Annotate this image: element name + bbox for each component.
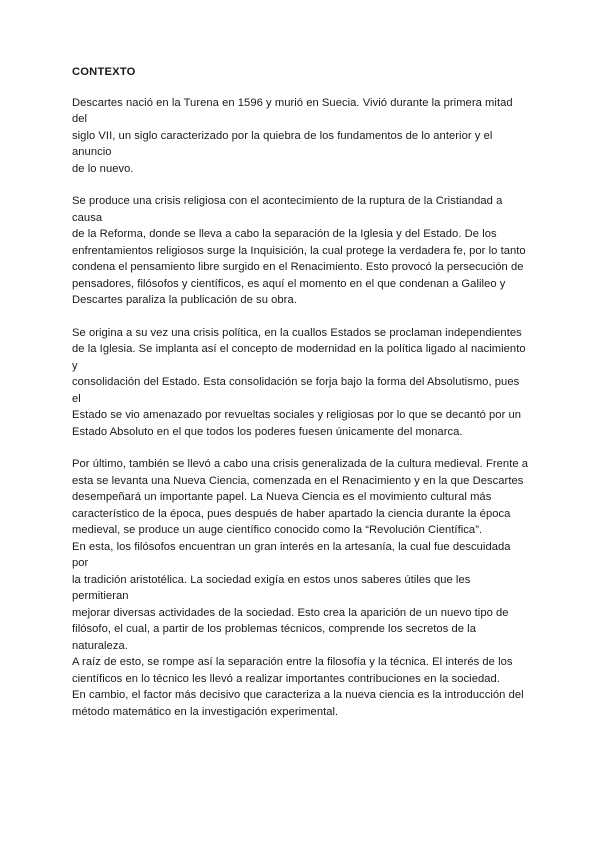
text-line: pensadores, filósofos y científicos, es aquí el momento en el que condenan a Galileo y — [72, 277, 506, 290]
text-line: enfrentamientos religiosos surge la Inquisición, la cual protege la verdadera fe, por lo tanto — [72, 244, 526, 257]
document-page — [72, 64, 530, 736]
text-line: Estado se vio amenazado por revueltas sociales y religiosas por lo que se decantó por un — [72, 409, 522, 421]
text-line: En cambio, el factor más decisivo que caracteriza a la nueva ciencia es la introducción del — [72, 689, 524, 701]
paragraph-4 — [72, 456, 530, 720]
text-line: Descartes nació en la Turena en 1596 y murió en Suecia. Vivió durante la primera mitad del — [72, 96, 513, 125]
text-line: Por último, también se llevó a cabo una crisis generalizada de la cultura medieval. Frente a — [72, 458, 529, 470]
text-line: mejorar diversas actividades de la sociedad. Esto crea la aparición de un nuevo tipo de — [72, 606, 509, 619]
text-line: esta se levanta una Nueva Ciencia, comenzada en el Renacimiento y en la que Descartes — [72, 474, 524, 487]
text-line: A raíz de esto, se rompe así la separación entre la filosofía y la técnica. El interés de los — [72, 656, 513, 668]
text-line: condena el pensamiento libre surgido en el Renacimiento. Esto provocó la persecución de — [72, 261, 524, 273]
text-line: desempeñará un importante papel. La Nueva Ciencia es el movimiento cultural más — [72, 491, 492, 503]
text-line: Estado Absoluto en el que todos los poderes fuesen únicamente del monarca. — [72, 425, 463, 438]
text-line: siglo VII, un siglo caracterizado por la quiebra de los fundamentos de lo anterior y el anuncio — [72, 129, 493, 158]
text-line: medieval, se produce un auge científico conocido como la “Revolución Científica”. — [72, 524, 483, 536]
text-line: consolidación del Estado. Esta consolidación se forja bajo la forma del Absolutismo, pues el — [72, 376, 520, 405]
text-line: científicos en lo técnico les llevó a realizar importantes contribuciones en la sociedad. — [72, 672, 500, 685]
paragraph-1 — [72, 95, 530, 178]
text-line: método matemático en la investigación experimental. — [72, 705, 339, 718]
paragraph-3 — [72, 325, 530, 441]
text-line: de la Iglesia. Se implanta así el concepto de modernidad en la política ligado al nacimiento y — [72, 343, 526, 372]
text-line: la tradición aristotélica. La sociedad exigía en estos unos saberes útiles que les permitieran — [72, 573, 471, 602]
text-line: de la Reforma, donde se lleva a cabo la separación de la Iglesia y del Estado. De los — [72, 228, 497, 240]
text-line: Descartes paraliza la publicación de su obra. — [72, 294, 297, 306]
text-line: de lo nuevo. — [72, 162, 134, 175]
text-line: Se origina a su vez una crisis política, en la cuallos Estados se proclaman independientes — [72, 326, 522, 339]
text-line: En esta, los filósofos encuentran un gran interés en la artesanía, la cual fue descuidada por — [72, 540, 511, 569]
section-heading: CONTEXTO — [72, 66, 136, 78]
text-line: Se produce una crisis religiosa con el acontecimiento de la ruptura de la Cristiandad a causa — [72, 195, 503, 224]
text-line: característico de la época, pues después de haber apartado la ciencia durante la época — [72, 507, 511, 520]
text-line: filósofo, el cual, a partir de los problemas técnicos, comprende los secretos de la naturaleza. — [72, 623, 476, 652]
paragraph-2 — [72, 193, 530, 309]
